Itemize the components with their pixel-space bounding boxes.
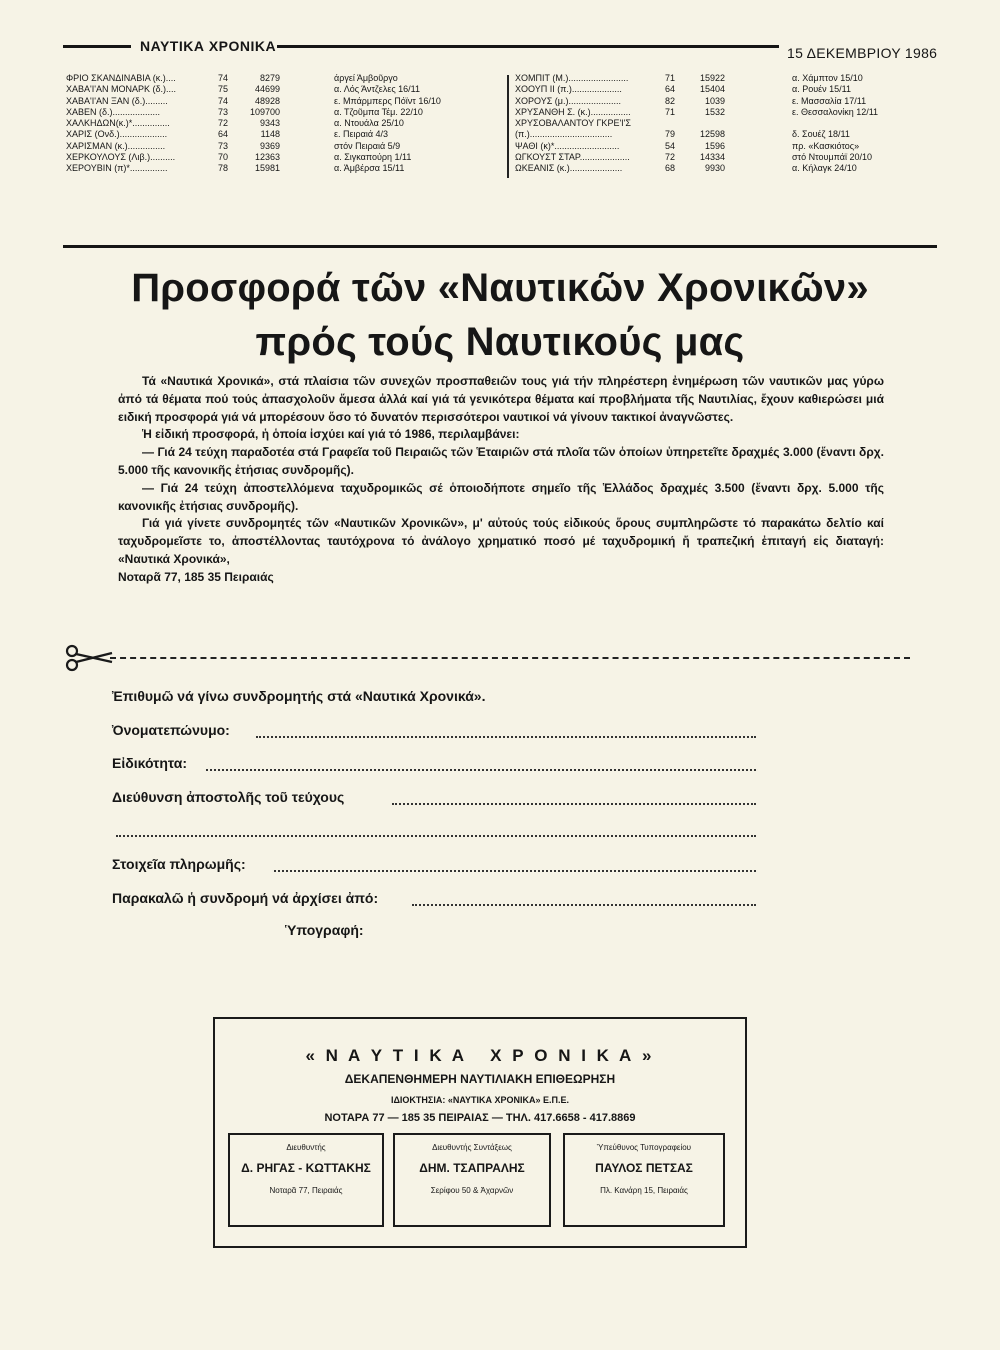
table-divider [507,75,509,178]
offer-option-office: — Γιά 24 τεύχη παραδοτέα στά Γραφεῖα τοῦ Πειραιῶς τῶν Ἑταιριῶν στά πλοῖα τῶν ὁποίων ὑπηρετεῖτε δραχμές 3.000 (ἔναντι δρχ. 5.000 τῆς κανονικῆς ἐτήσιας συνδρομῆς). [118,445,884,477]
offer-option-mail: — Γιά 24 τεύχη ἀποστελλόμενα ταχυδρομικῶς σέ ὁποιοδήποτε σημεῖο τῆς Ἑλλάδος δραχμές 3.500 (ἔναντι δρχ. 5.000 τῆς κανονικῆς ἐτήσιας συνδρομῆς). [118,480,884,513]
ship-status: στόν Πειραιά 5/9 [334,140,401,151]
ship-status: α. Κήλαγκ 24/10 [792,163,857,174]
payment-field[interactable] [112,856,862,872]
ship-name: ΧΟΜΠΙΤ (Μ.)........................ [515,73,629,83]
ship-row [66,96,486,107]
ship-year: 72 [664,152,675,163]
ship-year: 75 [217,84,228,95]
address-label: Διεύθυνση ἀποστολῆς τοῦ τεύχους [112,789,345,805]
payment-input-line[interactable] [274,856,756,872]
ship-name: ΦΡΙΟ ΣΚΑΝΔΙΝΑΒΙΑ (κ.).... [66,73,176,83]
ship-name: ΧΕΡΟΥΒΙΝ (π)*............... [66,163,168,174]
ship-row [515,163,925,174]
ship-tonnage: 12598 [699,129,725,140]
start-label: Παρακαλῶ ἡ συνδρομή νά ἀρχίσει ἀπό: [112,890,379,906]
ship-status: α. Χάμπτον 15/10 [792,73,863,83]
ship-name: ΧΕΡΚΟΥΛΟΥΣ (Λιβ.).......... [66,152,176,163]
ship-tonnage: 15922 [699,73,725,83]
paragraph-instructions: Γιά γιά γίνετε συνδρομητές τῶν «Ναυτικῶν Χρονικῶν», μ' αὐτούς τούς εἰδικούς ὅρους συμπληρῶστε τό παρακάτω δελτίο καί ταχυδρομεῖστε το, ἀποστέλλοντας ταυτόχρονα τό ἀνάλογο χρηματικό ποσό μέ ταχυδρομική ἤ τραπεζική ἐπιταγή εἰς διαταγή: «Ναυτικά Χρονικά», [118,516,884,566]
ship-row [515,141,925,152]
staff-address: Σερίφου 50 & Ἀχαρνῶν [430,1186,514,1195]
name-field[interactable] [112,722,862,738]
ship-row [515,129,925,140]
ship-row [66,163,486,174]
ship-name: ΧΡΥΣΑΝΘΗ Σ. (κ.)................ [515,106,631,117]
ship-year: 64 [664,84,675,95]
ship-status: α. Ρουέν 15/11 [792,84,852,95]
ship-year: 64 [217,129,228,140]
ship-status: α. Σιγκαπούρη 1/11 [334,152,412,163]
scissors-icon [64,644,116,672]
ship-row [66,141,486,152]
ship-name: ΩΓΚΟΥΣΤ ΣΤΑΡ.................... [515,152,630,163]
header-rule-right [277,45,779,48]
ship-name: ΧΑΒΑ'Ι'ΑΝ ΞΑΝ (δ.)......... [66,95,168,106]
ship-name: ΧΟΟΥΠ ΙΙ (π.).................... [515,84,622,95]
masthead-title: « Ν Α Υ Τ Ι Κ Α Χ Ρ Ο Ν Ι Κ Α » [305,1046,655,1065]
ship-tonnage: 14334 [699,152,725,163]
masthead-subtitle: ΔΕΚΑΠΕΝΘΗΜΕΡΗ ΝΑΥΤΙΛΙΑΚΗ ΕΠΙΘΕΩΡΗΣΗ [344,1072,616,1086]
header-date: 15 ΔΕΚΕΜΒΡΙΟΥ 1986 [787,45,938,61]
payment-label: Στοιχεῖα πληρωμῆς: [112,856,246,872]
ship-tonnage: 9343 [259,118,280,129]
ship-year: 71 [664,73,675,83]
ship-year: 78 [217,163,228,174]
ship-year: 71 [664,106,675,117]
ship-year: 54 [664,140,675,151]
ship-status: ε. Πειραιά 4/3 [334,129,389,140]
ship-year: 82 [664,95,675,106]
address-input-line[interactable] [392,789,756,805]
address-field[interactable] [112,789,862,805]
ship-row [66,152,486,163]
staff-address: Νοταρᾶ 77, Πειραιάς [269,1186,343,1195]
ship-tonnage: 48928 [254,95,280,106]
ship-row [66,84,486,95]
ship-name: ΧΑΒΑ'Ι'ΑΝ ΜΟΝΑΡΚ (δ.).... [66,84,176,95]
specialty-label: Εἰδικότητα: [112,755,188,771]
staff-role: Διευθυντής [286,1143,326,1152]
ship-status: ε. Θεσσαλονίκη 12/11 [792,106,879,117]
header-title: ΝΑΥΤΙΚΑ ΧΡΟΝΙΚΑ [140,38,277,54]
ship-row [515,84,925,95]
name-input-line[interactable] [256,722,756,738]
staff-printer [563,1133,725,1227]
ship-table-right [515,73,925,175]
paragraph-offer: Ἡ εἰδική προσφορά, ἡ ὁποία ἰσχύει καί γιά τό 1986, περιλαμβάνει: [142,427,520,442]
ship-tonnage: 1596 [704,140,725,151]
staff-editor [393,1133,551,1227]
specialty-field[interactable] [112,755,862,771]
cut-line [110,657,910,659]
ship-name: ΩΚΕΑΝΙΣ (κ.)..................... [515,163,623,174]
ship-name: (π.)................................. [515,129,613,140]
paragraph-address: Νοταρᾶ 77, 185 35 Πειραιάς [118,569,274,584]
ship-table-left [66,73,486,175]
ship-status: δ. Σουέζ 18/11 [792,129,850,140]
ship-tonnage: 1148 [260,129,280,140]
headline-line2: πρός τούς Ναυτικούς μας [255,320,745,364]
ship-status: ε. Μπάρμπερς Πόϊντ 16/10 [334,95,441,106]
ship-status: α. Τζοῦμπα Τέμ. 22/10 [334,106,423,117]
staff-role: Διευθυντής Συντάξεως [432,1143,512,1152]
ship-tonnage: 15981 [254,163,280,174]
ship-status: άργεί Άμβοῦργο [334,73,398,83]
ship-tonnage: 109700 [249,106,280,117]
ship-status: α. Άμβέρσα 15/11 [334,163,405,174]
ship-row [515,152,925,163]
ship-row [515,96,925,107]
section-rule [63,245,937,248]
staff-name: ΔΗΜ. ΤΣΑΠΡΑΛΗΣ [419,1161,525,1175]
ship-row [66,107,486,118]
ship-year: 79 [664,129,675,140]
address-input-line-2[interactable] [116,821,756,837]
ship-status: πρ. «Κασκιότος» [792,140,860,151]
paragraph-intro: Τά «Ναυτικά Χρονικά», στά πλαίσια τῶν συνεχῶν προσπαθειῶν τους γιά τήν πληρέστερη ἐνημέρωση τῶν ναυτικῶν μας γύρω ἀπό τά θέματα πού τούς ἀπασχολοῦν ἄμεσα ἀλλά καί γιά τά γενικότερα θέματα καί προβλήματα τῆς Ναυτιλίας, ἔχουν καθιερώσει μιά ειδική προσφορά γιά νά μπορέσουν ὅσο τό δυνατόν περισσότεροι ναυτικοί νά γίνουν τακτικοί ἀναγνῶστες. [118,374,884,424]
signature-label: Ὑπογραφή: [285,922,364,938]
ship-name: ΧΑΡΙΣΜΑΝ (κ.)............... [66,140,166,151]
ship-year: 73 [217,140,228,151]
staff-address: Πλ. Κανάρη 15, Πειραιάς [600,1186,688,1195]
ship-name: ΧΡΥΣΟΒΑΛΑΝΤΟΥ ΓΚΡΕ'Ι'Σ [515,118,631,129]
start-field[interactable] [112,890,862,906]
ship-tonnage: 15404 [699,84,725,95]
ship-name: ΧΑΛΚΗΔΩΝ(κ.)*............... [66,118,170,129]
headline-line1: Προσφορά τῶν «Ναυτικῶν Χρονικῶν» [131,266,869,310]
ship-name: ΧΑΡΙΣ (Ονδ.)................... [66,129,168,140]
ship-tonnage: 9930 [704,163,725,174]
ship-tonnage: 12363 [254,152,280,163]
staff-role: Ὑπεύθυνος Τυπογραφείου [596,1143,692,1152]
ship-name: ΧΟΡΟΥΣ (μ.)..................... [515,95,621,106]
form-intro: Ἐπιθυμῶ νά γίνω συνδρομητής στά «Ναυτικά Χρονικά». [112,688,486,704]
ship-year: 74 [217,73,228,83]
ship-year: 70 [217,152,228,163]
start-input-line[interactable] [412,890,756,906]
ship-status: α. Ντουάλα 25/10 [334,118,404,129]
ship-row [66,73,486,84]
ship-row [515,118,925,129]
ship-row [515,107,925,118]
ship-year: 68 [664,163,675,174]
ship-tonnage: 9369 [259,140,280,151]
ship-tonnage: 8279 [259,73,280,83]
staff-name: Δ. ΡΗΓΑΣ - ΚΩΤΤΑΚΗΣ [241,1161,371,1175]
masthead-ownership: ΙΔΙΟΚΤΗΣΙΑ: «ΝΑΥΤΙΚΑ ΧΡΟΝΙΚΑ» Ε.Π.Ε. [390,1095,570,1105]
specialty-input-line[interactable] [206,755,756,771]
staff-name: ΠΑΥΛΟΣ ΠΕΤΣΑΣ [595,1161,693,1175]
ship-status: στό Ντουμπάϊ 20/10 [792,152,872,163]
ship-row [515,73,925,84]
name-label: Ὀνοματεπώνυμο: [112,722,230,738]
ship-row [66,129,486,140]
offer-body [118,373,884,587]
ship-year: 74 [217,95,228,106]
ship-tonnage: 1039 [704,95,725,106]
staff-director [228,1133,384,1227]
ship-name: ΧΑΒΕΝ (δ.)................... [66,106,161,117]
header-rule-left [63,45,131,48]
ship-status: α. Λός Άντζελες 16/11 [334,84,421,95]
ship-tonnage: 44699 [254,84,280,95]
ship-tonnage: 1532 [704,106,725,117]
ship-year: 72 [217,118,228,129]
ship-status: ε. Μασσαλία 17/11 [792,95,867,106]
ship-name: ΨΑΘΙ (κ)*.......................... [515,140,620,151]
ship-row [66,118,486,129]
masthead-address: ΝΟΤΑΡΑ 77 — 185 35 ΠΕΙΡΑΙΑΣ — ΤΗΛ. 417.6658 - 417.8869 [324,1112,636,1124]
ship-year: 73 [217,106,228,117]
